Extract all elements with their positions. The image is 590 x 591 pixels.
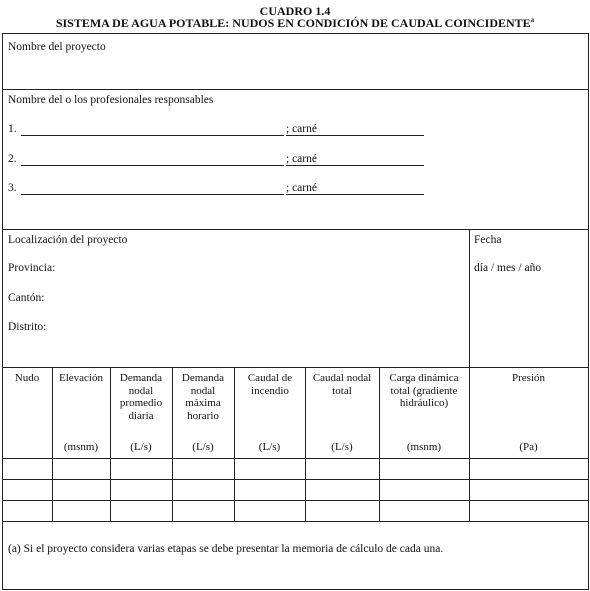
title-footnote-mark: a (530, 16, 535, 24)
professional-1-carne-line[interactable] (286, 135, 424, 136)
professional-1-carne-label: ; carné (286, 123, 317, 135)
col-header-nudo: Nudo (14, 372, 40, 384)
professional-3-carne-label: ; carné (286, 182, 317, 194)
professional-1-name-line[interactable] (21, 135, 284, 136)
col-header-demanda-maxima: Demanda nodal máxima horario (181, 372, 225, 422)
provincia-label: Provincia: (8, 262, 56, 274)
rule (469, 229, 470, 367)
professional-2-number: 2. (8, 153, 17, 165)
rule (2, 367, 589, 368)
table-row[interactable] (3, 501, 588, 521)
col-unit: (L/s) (258, 441, 281, 453)
professional-1-number: 1. (8, 123, 17, 135)
rule (2, 521, 589, 522)
project-name-label: Nombre del proyecto (8, 41, 106, 53)
fecha-format: día / mes / año (474, 262, 542, 274)
rule-right (588, 33, 589, 589)
col-header-carga-dinamica: Carga dinámica total (gradiente hidráulico) (389, 372, 459, 409)
rule (2, 89, 589, 90)
col-unit: (Pa) (519, 441, 538, 453)
footnote: (a) Si el proyecto considera varias etapas se debe presentar la memoria de cálculo de cada una. (8, 543, 444, 555)
professional-3-carne-line[interactable] (286, 194, 424, 195)
table-title-text: SISTEMA DE AGUA POTABLE: NUDOS EN CONDICIÓN DE CAUDAL COINCIDENTE (55, 16, 531, 30)
professional-3-name-line[interactable] (21, 194, 284, 195)
location-label: Localización del proyecto (8, 234, 128, 246)
col-unit: (msnm) (63, 441, 99, 453)
col-header-presion: Presión (512, 372, 545, 384)
col-unit: (L/s) (130, 441, 152, 453)
canton-label: Cantón: (8, 292, 45, 304)
col-unit: (L/s) (331, 441, 353, 453)
professional-2-carne-label: ; carné (286, 153, 317, 165)
col-header-caudal-incendio: Caudal de incendio (247, 372, 293, 397)
col-header-elevacion: Elevación (59, 372, 103, 384)
professional-2-carne-line[interactable] (286, 165, 424, 166)
professionals-label: Nombre del o los profesionales responsables (8, 94, 214, 106)
table-title (0, 16, 590, 31)
col-header-caudal-total: Caudal nodal total (312, 372, 372, 397)
distrito-label: Distrito: (8, 321, 47, 333)
table-code: CUADRO 1.4 (259, 4, 331, 18)
col-unit: (msnm) (406, 441, 442, 453)
table-row[interactable] (3, 480, 588, 500)
professional-2-name-line[interactable] (21, 165, 284, 166)
table-row[interactable] (3, 459, 588, 479)
rule (2, 229, 589, 230)
professional-3-number: 3. (8, 182, 17, 194)
fecha-label: Fecha (474, 234, 502, 246)
col-header-demanda-promedio: Demanda nodal promedio diaria (119, 372, 163, 422)
col-unit: (L/s) (192, 441, 214, 453)
rule-top (2, 33, 589, 34)
rule-bottom (2, 589, 589, 590)
